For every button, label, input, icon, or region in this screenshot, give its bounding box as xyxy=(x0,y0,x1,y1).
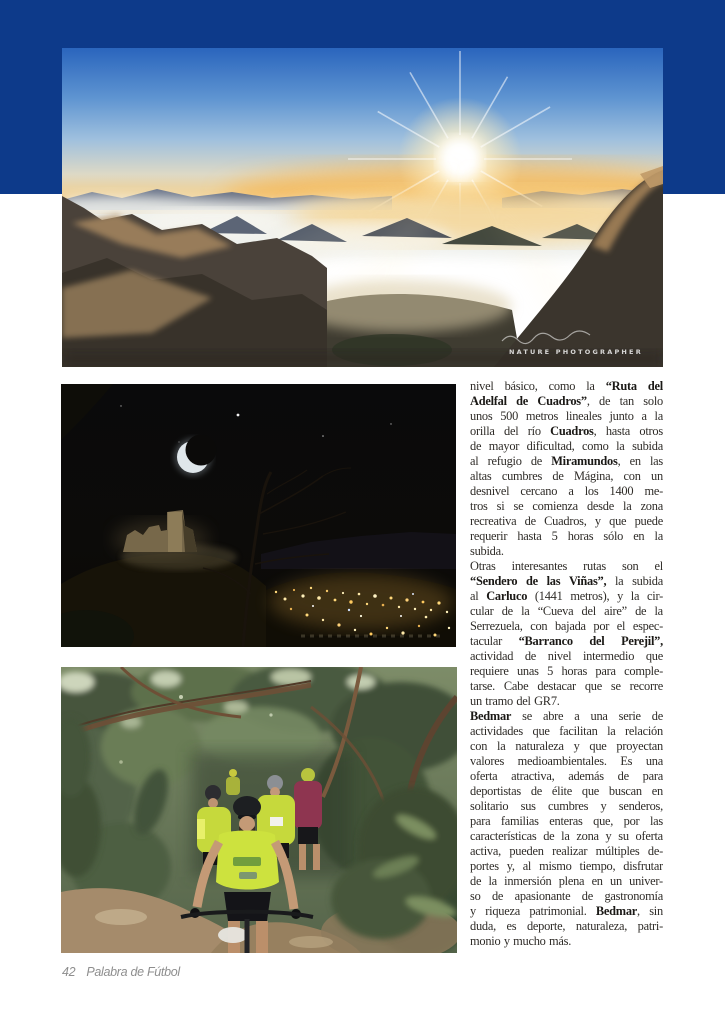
article-word: oferta xyxy=(635,829,663,843)
article-word: unas xyxy=(516,664,539,678)
watermark-text: NATURE PHOTOGRAPHER xyxy=(509,348,643,356)
article-word: sin xyxy=(649,904,663,918)
article-word: patri- xyxy=(637,919,663,933)
magazine-title: Palabra de Fútbol xyxy=(86,965,180,979)
article-word: desnivel xyxy=(470,484,510,498)
article-word: que, xyxy=(593,814,614,828)
article-word: al xyxy=(522,859,532,873)
article-word: refugio xyxy=(487,454,522,468)
article-word: de xyxy=(491,889,504,903)
article-word: se xyxy=(522,709,532,723)
article-word: activa, xyxy=(470,844,501,858)
article-word: como xyxy=(582,439,609,453)
article-word: la xyxy=(614,574,624,588)
article-word: comienza xyxy=(532,499,578,513)
article-word: recorre xyxy=(629,679,663,693)
article-word: para xyxy=(470,814,491,828)
article-word: y xyxy=(503,934,510,948)
article-word: y xyxy=(600,799,607,813)
article-word: metros xyxy=(525,409,559,423)
mountain-bikers-photo xyxy=(61,667,457,953)
article-word: de xyxy=(617,769,629,783)
article-word: tiempo, xyxy=(579,859,616,873)
article-word: senderos, xyxy=(618,799,663,813)
article-word: gastronomía xyxy=(604,889,663,903)
article-word: cumbres xyxy=(548,799,589,813)
night-castle-village-photo xyxy=(61,384,456,647)
article-word: requiere xyxy=(470,664,509,678)
article-word: Serrezuela, xyxy=(470,619,523,633)
article-word: la xyxy=(654,604,663,618)
article-word: patrimonial. xyxy=(529,904,587,918)
article-word: valores xyxy=(470,754,505,768)
article-word: solo xyxy=(643,394,663,408)
article-word: la xyxy=(616,439,625,453)
article-word: tan xyxy=(619,394,634,408)
article-word: de xyxy=(543,829,555,843)
article-word: dificultad, xyxy=(526,439,575,453)
article-word: la xyxy=(561,829,570,843)
article-word: proyectan xyxy=(616,739,663,753)
article-word: 1400 xyxy=(609,484,634,498)
article-word: sus xyxy=(520,799,536,813)
article-word: de xyxy=(526,574,538,588)
article-word: familias xyxy=(500,814,539,828)
article-word: otros xyxy=(639,424,663,438)
article-word: cercano xyxy=(520,484,558,498)
article-word: por xyxy=(593,619,610,633)
article-word: Bedmar xyxy=(470,709,512,723)
article-word: subida. xyxy=(470,544,504,558)
article-word: horas xyxy=(567,529,594,543)
article-word: de xyxy=(599,394,611,408)
article-word: apasionante xyxy=(514,889,571,903)
article-word: y xyxy=(594,514,601,528)
article-word: al xyxy=(470,589,479,603)
article-word: a xyxy=(568,484,574,498)
article-word: comple- xyxy=(624,664,663,678)
article-word: un xyxy=(610,874,622,888)
article-word: “Ruta xyxy=(605,379,637,393)
page-footer xyxy=(62,965,462,979)
article-word: el xyxy=(616,619,626,633)
article-word: enteras xyxy=(549,814,583,828)
article-word: su xyxy=(618,829,629,843)
night-photo-illustration xyxy=(61,384,456,647)
article-word: de xyxy=(470,874,482,888)
article-word: actividad xyxy=(470,649,514,663)
article-word: con xyxy=(530,619,548,633)
article-word: puede xyxy=(634,514,663,528)
article-word: zona xyxy=(576,829,599,843)
article-word: Viñas”, xyxy=(568,574,607,588)
article-word: de xyxy=(516,394,529,408)
article-word: la xyxy=(654,529,663,543)
article-word: espec- xyxy=(632,619,663,633)
article-word: además xyxy=(568,769,604,783)
article-word: relación xyxy=(625,724,663,738)
article-word: Adelfal xyxy=(470,394,507,408)
article-word: la xyxy=(607,724,616,738)
article-word: en xyxy=(651,784,663,798)
article-word: 5 xyxy=(551,529,558,543)
article-word: en xyxy=(629,454,641,468)
article-word: y xyxy=(617,589,624,603)
article-word: el xyxy=(654,559,663,573)
article-word: al xyxy=(470,454,479,468)
article-word: del xyxy=(581,604,596,618)
article-word: la xyxy=(488,874,497,888)
article-word: para xyxy=(642,769,663,783)
article-word: un xyxy=(651,469,663,483)
article-word: que xyxy=(609,514,627,528)
article-word: univer- xyxy=(629,874,663,888)
article-word: nivel xyxy=(547,649,572,663)
article-word: de xyxy=(635,604,647,618)
article-word: monio xyxy=(470,934,501,948)
article-word: río xyxy=(527,424,541,438)
article-word: horas xyxy=(561,664,588,678)
article-word: intermedio xyxy=(582,649,635,663)
article-word: del xyxy=(516,694,531,708)
article-word: la xyxy=(521,604,530,618)
article-word: deportistas xyxy=(470,784,521,798)
article-word: disfrutar xyxy=(623,859,663,873)
article-word: y, xyxy=(506,859,515,873)
article-word: si xyxy=(496,499,505,513)
sunset-photo-illustration xyxy=(62,48,663,367)
article-word: mayor xyxy=(488,439,520,453)
bikers-photo-illustration xyxy=(61,667,457,953)
article-word: del xyxy=(589,634,605,648)
article-word: mismo xyxy=(539,859,572,873)
article-word: hasta xyxy=(605,424,631,438)
article-word: características xyxy=(470,829,537,843)
article-word: son xyxy=(622,559,639,573)
article-word: que xyxy=(589,739,607,753)
article-word: de xyxy=(651,709,663,723)
article-word: con xyxy=(623,469,641,483)
article-word: que xyxy=(581,784,600,798)
article-word: GR7. xyxy=(534,694,560,708)
article-word: actividades xyxy=(470,724,523,738)
article-word: de xyxy=(581,889,593,903)
article-word: de- xyxy=(647,844,663,858)
article-word: requerir xyxy=(470,529,508,543)
article-word: cular xyxy=(470,604,494,618)
article-word: la xyxy=(654,409,663,423)
article-word: Otras xyxy=(470,559,496,573)
article-word: bajada xyxy=(554,619,586,633)
article-word: facilitan xyxy=(559,724,598,738)
page-number: 42 xyxy=(62,965,76,979)
article-word: hasta xyxy=(517,529,542,543)
article-word: de xyxy=(530,784,543,798)
article-word: de xyxy=(470,439,482,453)
article-word: es xyxy=(506,919,517,933)
article-word: cir- xyxy=(647,589,663,603)
article-word: un xyxy=(470,694,482,708)
article-word: de xyxy=(552,469,564,483)
article-word: “Sendero xyxy=(470,574,518,588)
article-word: de xyxy=(524,649,537,663)
article-word: desde xyxy=(586,499,614,513)
article-word: rutas xyxy=(583,559,606,573)
article-word: lineales xyxy=(565,409,602,423)
article-word: las xyxy=(649,814,663,828)
article-word: y xyxy=(573,739,580,753)
article-word: como xyxy=(548,379,576,393)
article-word: se xyxy=(610,679,621,693)
article-word: de xyxy=(501,604,513,618)
article-word: los xyxy=(584,484,599,498)
article-word: Cuadros”, xyxy=(537,394,590,408)
article-word: “Cueva xyxy=(537,604,574,618)
article-word: básico, xyxy=(504,379,538,393)
article-word: una xyxy=(590,709,608,723)
article-word: y xyxy=(605,829,612,843)
article-word: zona xyxy=(640,499,663,513)
article-word: Carluco xyxy=(486,589,528,603)
article-word: buscan xyxy=(608,784,642,798)
article-word: a xyxy=(641,409,647,423)
article-word: cumbres xyxy=(501,469,543,483)
article-word: subida xyxy=(632,574,663,588)
article-word: la xyxy=(630,589,640,603)
article-word: subida xyxy=(632,439,663,453)
article-text-column xyxy=(470,379,663,949)
article-word: abre xyxy=(542,709,564,723)
article-word: aire” xyxy=(604,604,627,618)
article-word: de xyxy=(524,514,536,528)
article-word: deporte, xyxy=(526,919,566,933)
article-word: se xyxy=(513,499,524,513)
article-word: riqueza xyxy=(485,904,520,918)
article-word: en xyxy=(633,529,645,543)
article-word: a xyxy=(574,709,580,723)
article-word: medioambientales. xyxy=(517,754,607,768)
article-word: interesantes xyxy=(511,559,568,573)
sunset-mountains-photo xyxy=(62,48,663,367)
article-word: nivel xyxy=(470,379,494,393)
article-word: que xyxy=(584,679,602,693)
article-word: más. xyxy=(549,934,572,948)
article-word: oferta xyxy=(470,769,498,783)
article-word: portes xyxy=(470,859,499,873)
article-word: Cabe xyxy=(503,679,529,693)
article-word: Cuadros, xyxy=(550,424,597,438)
article-word: por xyxy=(623,814,640,828)
article-word: naturaleza xyxy=(515,739,564,753)
article-word: tacular xyxy=(470,634,502,648)
article-word: sólo xyxy=(603,529,624,543)
article-word: recreativa xyxy=(470,514,517,528)
article-word: una xyxy=(645,754,663,768)
article-word: que xyxy=(645,649,663,663)
article-word: con xyxy=(470,739,488,753)
article-word: serie xyxy=(618,709,641,723)
article-word: Mágina, xyxy=(573,469,614,483)
article-word: destacar xyxy=(537,679,576,693)
article-word: altas xyxy=(470,469,492,483)
article-word: tarse. xyxy=(470,679,495,693)
article-word: las xyxy=(649,454,663,468)
article-word: y xyxy=(470,904,476,918)
article-word: realizar xyxy=(552,844,588,858)
article-word: la xyxy=(586,379,595,393)
article-word: (1441 xyxy=(534,589,563,603)
article-word: 5 xyxy=(547,664,554,678)
article-word: de xyxy=(530,454,543,468)
article-word: la xyxy=(497,739,506,753)
article-word: 500 xyxy=(500,409,519,423)
article-word: del xyxy=(504,424,519,438)
article-word: en xyxy=(591,874,603,888)
article-word: Perejil”, xyxy=(621,634,663,648)
article-word: junto xyxy=(609,409,634,423)
article-word: mucho xyxy=(513,934,546,948)
article-word: para xyxy=(595,664,616,678)
article-word: me- xyxy=(644,484,663,498)
article-word: tramo xyxy=(485,694,513,708)
article-word: que xyxy=(532,724,550,738)
article-word: duda, xyxy=(470,919,496,933)
article-word: naturaleza, xyxy=(575,919,628,933)
article-word: Bedmar, xyxy=(595,904,640,918)
article-word: la xyxy=(623,499,632,513)
article-word: inmersión xyxy=(504,874,552,888)
article-word: “Barranco xyxy=(518,634,573,648)
article-word: plena xyxy=(558,874,585,888)
article-word: tros xyxy=(470,499,488,513)
article-word: las xyxy=(546,574,561,588)
article-word: solitario xyxy=(470,799,509,813)
article-word: élite xyxy=(551,784,572,798)
article-word: so xyxy=(470,889,481,903)
article-word: atractiva, xyxy=(511,769,555,783)
article-word: pueden xyxy=(509,844,544,858)
article-word: del xyxy=(647,379,663,393)
article-word: Es xyxy=(620,754,633,768)
article-word: orilla xyxy=(470,424,495,438)
article-word: Miramundos, xyxy=(551,454,621,468)
article-word: metros), xyxy=(570,589,610,603)
article-word: múltiples xyxy=(595,844,640,858)
article-word: unos xyxy=(470,409,493,423)
article-word: Cuadros, xyxy=(544,514,587,528)
